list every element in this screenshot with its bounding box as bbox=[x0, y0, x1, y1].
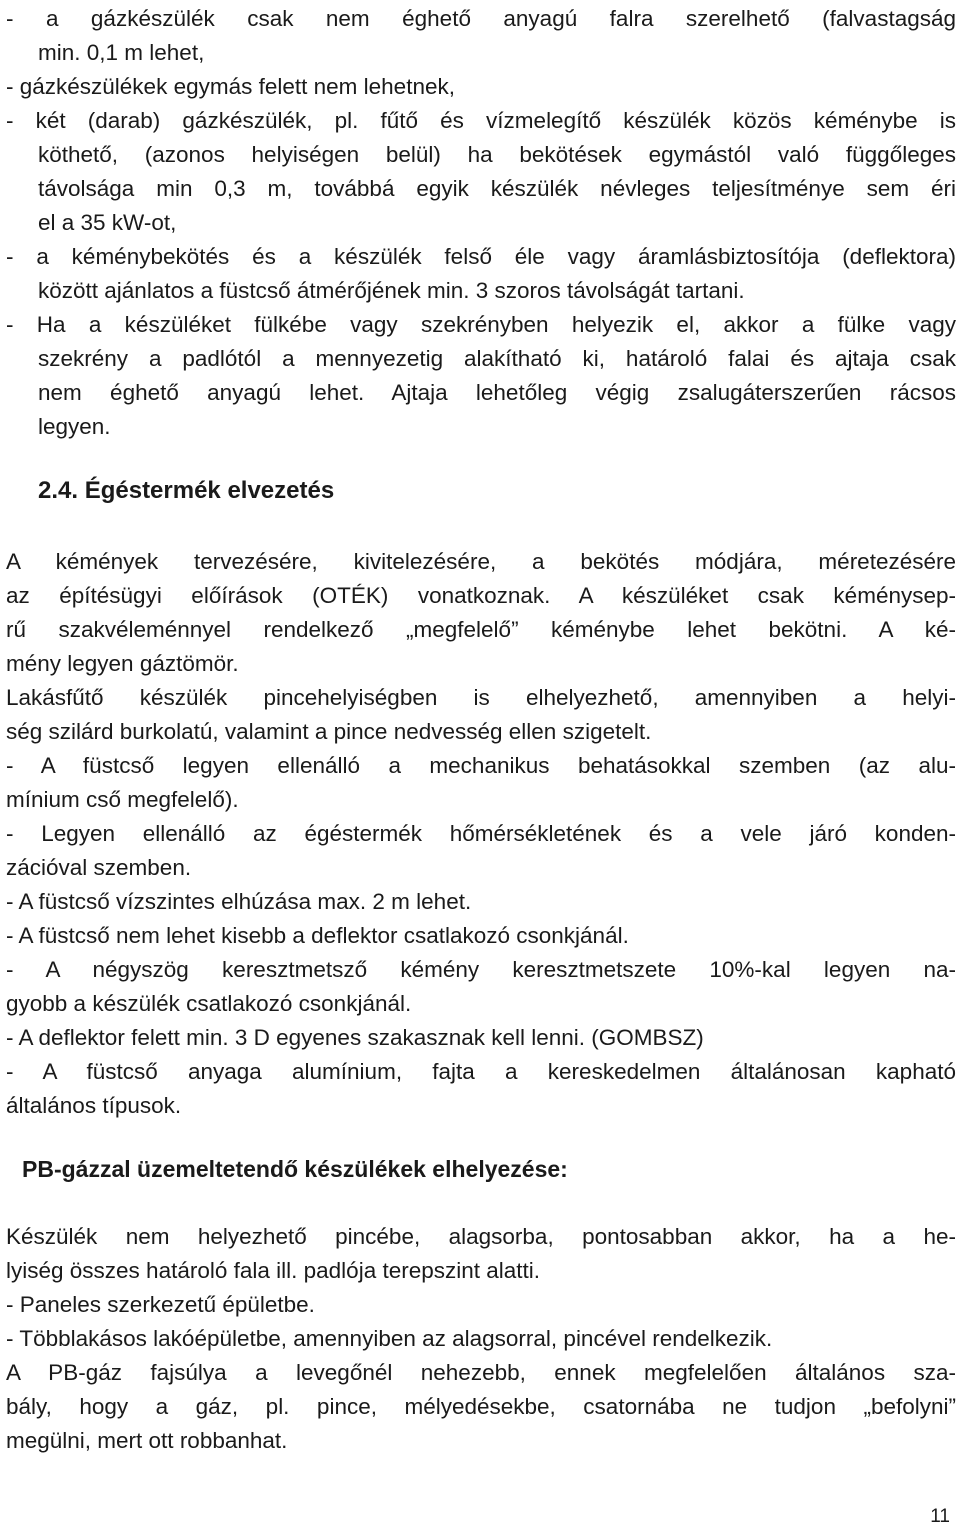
text-line: - gázkészülékek egymás felett nem lehetnek, bbox=[6, 74, 455, 99]
text-line: - Legyen ellenálló az égéstermék hőmérsékletének és a vele járó konden- bbox=[6, 821, 956, 846]
text-line: bály, hogy a gáz, pl. pince, mélyedésekbe, csatornába ne tudjon „befolyni” bbox=[6, 1394, 956, 1419]
text-line: zációval szemben. bbox=[6, 855, 192, 880]
page-number: 11 bbox=[930, 1506, 950, 1527]
text-line: - A deflektor felett min. 3 D egyenes szakasznak kell lenni. (GOMBSZ) bbox=[6, 1025, 704, 1050]
text-line: - a kéménybekötés és a készülék felső éle vagy áramlásbiztosítója (deflektora) bbox=[6, 244, 956, 269]
text-line: szekrény a padlótól a mennyezetig alakítható ki, határoló falai és ajtaja csak bbox=[38, 346, 956, 371]
text-line: - a gázkészülék csak nem éghető anyagú falra szerelhető (falvastagság bbox=[6, 6, 956, 31]
section-heading: 2.4. Égéstermék elvezetés bbox=[38, 477, 335, 504]
text-line: Lakásfűtő készülék pincehelyiségben is elhelyezhető, amennyiben a helyi- bbox=[6, 685, 956, 710]
text-line: - Többlakásos lakóépületbe, amennyiben az alagsorral, pincével rendelkezik. bbox=[6, 1326, 773, 1351]
text-line: - Ha a készüléket fülkébe vagy szekrényben helyezik el, akkor a fülke vagy bbox=[6, 312, 956, 337]
text-line: köthető, (azonos helyiségen belül) ha bekötések egymástól való függőleges bbox=[38, 142, 956, 167]
text-line: az építésügyi előírások (OTÉK) vonatkoznak. A készüléket csak kéménysep- bbox=[6, 583, 956, 608]
text-line: mínium cső megfelelő). bbox=[6, 787, 239, 812]
text-line: Készülék nem helyezhető pincébe, alagsorba, pontosabban akkor, ha a he- bbox=[6, 1224, 956, 1249]
text-line: általános típusok. bbox=[6, 1093, 182, 1118]
text-line: mény legyen gáztömör. bbox=[6, 651, 239, 676]
text-line: A PB-gáz fajsúlya a levegőnél nehezebb, ennek megfelelően általános sza- bbox=[6, 1360, 956, 1385]
text-line: között ajánlatos a füstcső átmérőjének min. 3 szoros távolságát tartani. bbox=[38, 278, 745, 303]
text-line: - A füstcső vízszintes elhúzása max. 2 m lehet. bbox=[6, 889, 472, 914]
text-line: gyobb a készülék csatlakozó csonkjánál. bbox=[6, 991, 412, 1016]
text-line: rű szakvéleménnyel rendelkező „megfelelő” kéménybe lehet bekötni. A ké- bbox=[6, 617, 956, 642]
text-line: el a 35 kW-ot, bbox=[38, 210, 177, 235]
text-line: - A füstcső anyaga alumínium, fajta a kereskedelmen általánosan kapható bbox=[6, 1059, 956, 1084]
text-line: - Paneles szerkezetű épületbe. bbox=[6, 1292, 315, 1317]
text-line: - A füstcső legyen ellenálló a mechanikus behatásokkal szemben (az alu- bbox=[6, 753, 956, 778]
text-line: - két (darab) gázkészülék, pl. fűtő és vízmelegítő készülék közös kéménybe is bbox=[6, 108, 956, 133]
text-line: megülni, mert ott robbanhat. bbox=[6, 1428, 288, 1453]
text-line: távolsága min 0,3 m, továbbá egyik készülék névleges teljesítménye sem éri bbox=[38, 176, 956, 201]
text-line: A kémények tervezésére, kivitelezésére, a bekötés módjára, méretezésére bbox=[6, 549, 956, 574]
text-line: nem éghető anyagú lehet. Ajtaja lehetőleg végig zsalugáterszerűen rácsos bbox=[38, 380, 956, 405]
subheading: PB-gázzal üzemeltetendő készülékek elhelyezése: bbox=[22, 1156, 568, 1182]
text-line: legyen. bbox=[38, 414, 111, 439]
text-line: ség szilárd burkolatú, valamint a pince nedvesség ellen szigetelt. bbox=[6, 719, 652, 744]
text-line: - A füstcső nem lehet kisebb a deflektor csatlakozó csonkjánál. bbox=[6, 923, 629, 948]
text-line: - A négyszög keresztmetsző kémény keresztmetszete 10%-kal legyen na- bbox=[6, 957, 956, 982]
text-line: min. 0,1 m lehet, bbox=[38, 40, 205, 65]
text-line: lyiség összes határoló fala ill. padlója terepszint alatti. bbox=[6, 1258, 541, 1283]
